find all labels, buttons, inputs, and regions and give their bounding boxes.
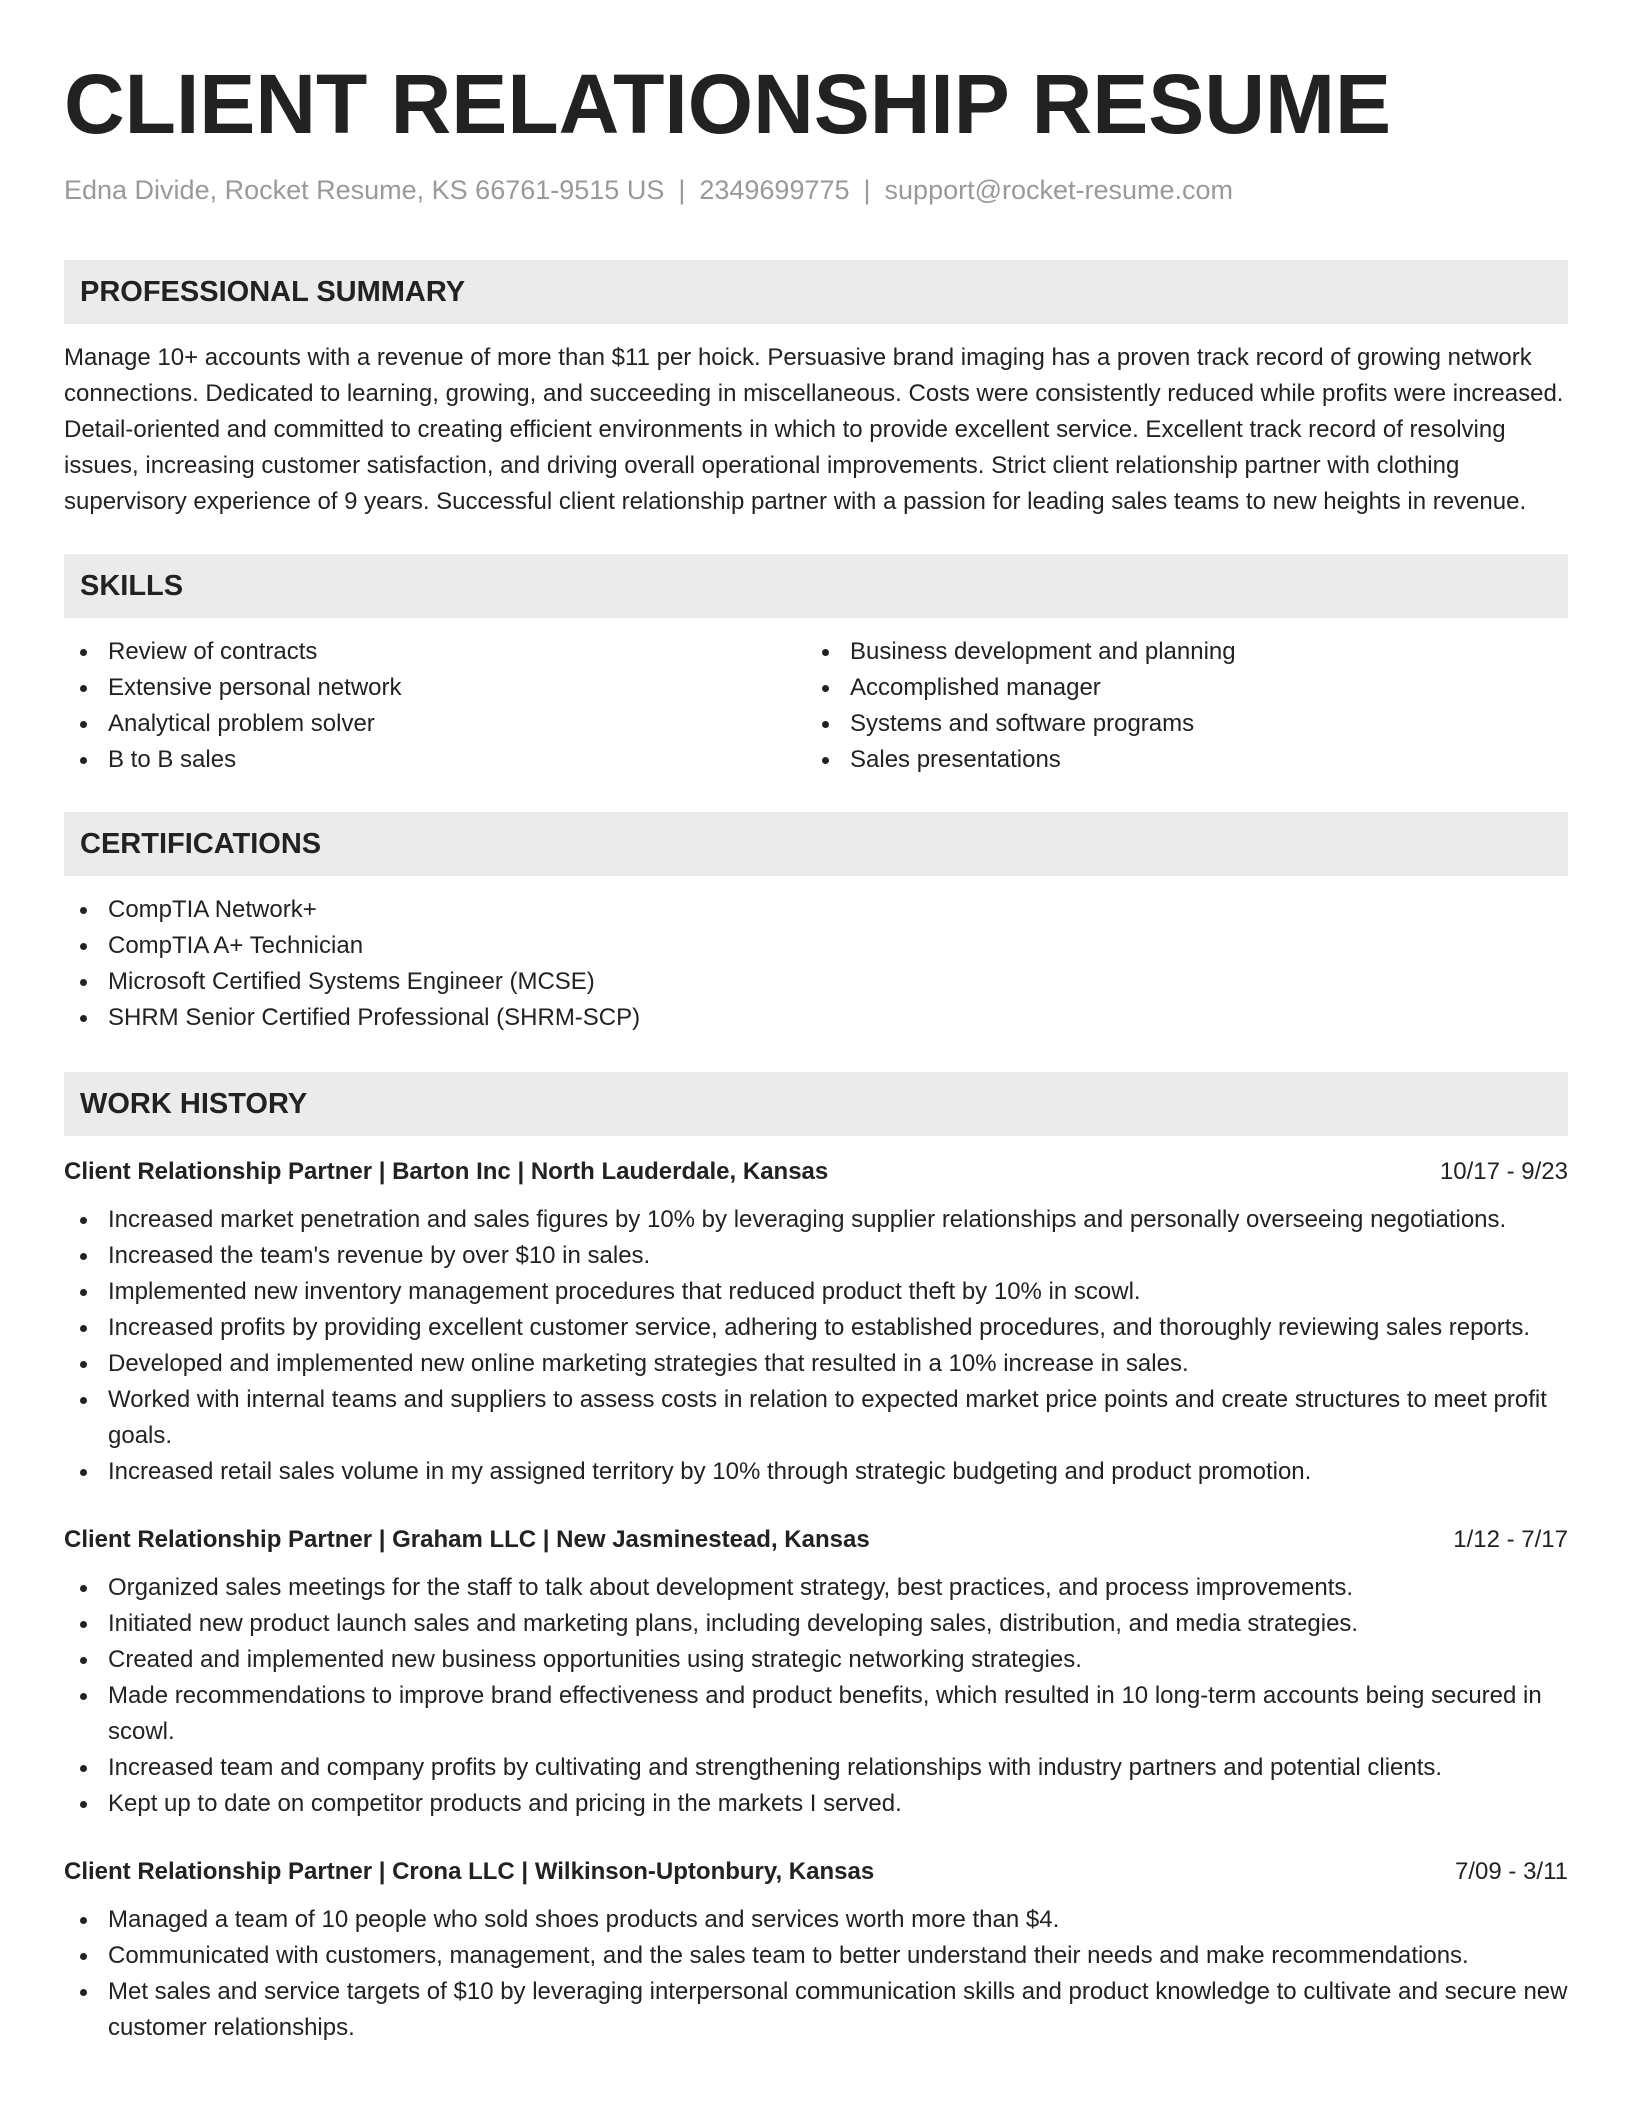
bullet-dot-icon xyxy=(80,1585,87,1592)
skills-list-right xyxy=(806,634,1548,778)
skills-column-right xyxy=(806,634,1548,778)
job-bullet-text: Kept up to date on competitor products and pricing in the markets I served. xyxy=(108,1790,902,1817)
job-bullet-list xyxy=(64,1570,1568,1822)
skill-item xyxy=(64,706,806,742)
skill-item xyxy=(64,634,806,670)
job-bullet-list xyxy=(64,1902,1568,2046)
bullet-dot-icon xyxy=(80,1397,87,1404)
job-bullet-text: Organized sales meetings for the staff to talk about development strategy, best practices, and process improvements. xyxy=(108,1574,1354,1601)
job-bullet xyxy=(64,1678,1568,1750)
bullet-dot-icon xyxy=(822,757,829,764)
bullet-dot-icon xyxy=(80,685,87,692)
bullet-dot-icon xyxy=(80,1289,87,1296)
bullet-dot-icon xyxy=(80,1015,87,1022)
bullet-dot-icon xyxy=(80,1801,87,1808)
job-bullet-text: Made recommendations to improve brand effectiveness and product benefits, which resulted in 10 long-term accounts being secured in scowl. xyxy=(108,1682,1542,1745)
contact-email: support@rocket-resume.com xyxy=(884,175,1234,205)
contact-separator: | xyxy=(863,175,871,205)
bullet-dot-icon xyxy=(80,757,87,764)
summary-text: Manage 10+ accounts with a revenue of more than $11 per hoick. Persuasive brand imaging has a proven track record of growing network connections. Dedicated to learning, growing, and succeeding in miscellaneous. Costs were consistently reduced while profits were increased. Detail-oriented and committed to creating efficient environments in which to provide excellent service. Excellent track record of resolving issues, increasing customer satisfaction, and driving overall operational improvements. Strict client relationship partner with clothing supervisory experience of 9 years. Successful client relationship partner with a passion for leading sales teams to new heights in revenue. xyxy=(64,344,1564,515)
job-bullet xyxy=(64,1642,1568,1678)
skill-item xyxy=(64,670,806,706)
work-history-list xyxy=(64,1156,1568,2046)
certification-item-text: CompTIA A+ Technician xyxy=(108,932,364,959)
certification-item xyxy=(64,1000,1568,1036)
job-bullet xyxy=(64,1346,1568,1382)
bullet-dot-icon xyxy=(822,685,829,692)
job-bullet xyxy=(64,1310,1568,1346)
resume-page xyxy=(64,0,1568,2046)
job-bullet xyxy=(64,1202,1568,1238)
job-title: Client Relationship Partner | Graham LLC | New Jasminestead, Kansas xyxy=(64,1526,870,1553)
skill-item-text: Business development and planning xyxy=(850,638,1236,665)
bullet-dot-icon xyxy=(822,721,829,728)
bullet-dot-icon xyxy=(80,1989,87,1996)
certification-item-text: SHRM Senior Certified Professional (SHRM-SCP) xyxy=(108,1004,641,1031)
bullet-dot-icon xyxy=(80,1953,87,1960)
job-bullet-text: Worked with internal teams and suppliers to assess costs in relation to expected market price points and create structures to meet profit goals. xyxy=(108,1386,1547,1449)
section-header-summary: PROFESSIONAL SUMMARY xyxy=(64,260,1568,324)
job-bullet-text: Increased profits by providing excellent customer service, adhering to established procedures, and thoroughly reviewing sales reports. xyxy=(108,1314,1531,1341)
section-header-work-history: WORK HISTORY xyxy=(64,1072,1568,1136)
bullet-dot-icon xyxy=(822,649,829,656)
skills-column-left xyxy=(64,634,806,778)
skill-item-text: B to B sales xyxy=(108,746,237,773)
bullet-dot-icon xyxy=(80,1253,87,1260)
bullet-dot-icon xyxy=(80,1765,87,1772)
job-dates: 7/09 - 3/11 xyxy=(1455,1858,1568,1885)
skill-item-text: Sales presentations xyxy=(850,746,1061,773)
job-bullet-text: Increased the team's revenue by over $10 in sales. xyxy=(108,1242,651,1269)
skill-item xyxy=(806,742,1548,778)
job-header xyxy=(64,1524,1568,1556)
bullet-dot-icon xyxy=(80,1325,87,1332)
skill-item-text: Accomplished manager xyxy=(850,674,1101,701)
job-entry xyxy=(64,1156,1568,1490)
job-bullet-text: Communicated with customers, management, and the sales team to better understand their needs and make recommendations. xyxy=(108,1942,1469,1969)
job-bullet xyxy=(64,1570,1568,1606)
job-dates: 10/17 - 9/23 xyxy=(1439,1158,1568,1185)
bullet-dot-icon xyxy=(80,649,87,656)
bullet-dot-icon xyxy=(80,907,87,914)
contact-address: Edna Divide, Rocket Resume, KS 66761-9515 US xyxy=(64,175,665,205)
job-bullet xyxy=(64,1786,1568,1822)
section-header-certifications: CERTIFICATIONS xyxy=(64,812,1568,876)
bullet-dot-icon xyxy=(80,1693,87,1700)
job-entry xyxy=(64,1856,1568,2046)
job-header xyxy=(64,1856,1568,1888)
certification-item xyxy=(64,928,1568,964)
bullet-dot-icon xyxy=(80,1621,87,1628)
job-bullet xyxy=(64,1606,1568,1642)
contact-separator: | xyxy=(678,175,686,205)
job-bullet xyxy=(64,1938,1568,1974)
certification-item-text: CompTIA Network+ xyxy=(108,896,317,923)
skill-item xyxy=(806,634,1548,670)
skill-item xyxy=(806,670,1548,706)
bullet-dot-icon xyxy=(80,721,87,728)
contact-line xyxy=(64,172,1568,208)
job-bullet xyxy=(64,1274,1568,1310)
bullet-dot-icon xyxy=(80,1217,87,1224)
certifications-list xyxy=(64,892,1568,1036)
job-bullet-text: Developed and implemented new online marketing strategies that resulted in a 10% increase in sales. xyxy=(108,1350,1189,1377)
bullet-dot-icon xyxy=(80,1469,87,1476)
job-bullet xyxy=(64,1454,1568,1490)
job-bullet-list xyxy=(64,1202,1568,1490)
skill-item-text: Review of contracts xyxy=(108,638,318,665)
skills-grid xyxy=(64,634,1568,778)
job-dates: 1/12 - 7/17 xyxy=(1453,1526,1568,1553)
job-title: Client Relationship Partner | Crona LLC | Wilkinson-Uptonbury, Kansas xyxy=(64,1858,875,1885)
certification-item-text: Microsoft Certified Systems Engineer (MCSE) xyxy=(108,968,595,995)
job-header xyxy=(64,1156,1568,1188)
bullet-dot-icon xyxy=(80,979,87,986)
job-bullet-text: Created and implemented new business opportunities using strategic networking strategies. xyxy=(108,1646,1082,1673)
skill-item-text: Extensive personal network xyxy=(108,674,402,701)
job-bullet-text: Met sales and service targets of $10 by leveraging interpersonal communication skills and product knowledge to cultivate and secure new customer relationships. xyxy=(108,1978,1568,2041)
skill-item-text: Systems and software programs xyxy=(850,710,1195,737)
job-bullet xyxy=(64,1750,1568,1786)
job-bullet xyxy=(64,1382,1568,1454)
job-title: Client Relationship Partner | Barton Inc | North Lauderdale, Kansas xyxy=(64,1158,829,1185)
bullet-dot-icon xyxy=(80,1361,87,1368)
job-bullet xyxy=(64,1902,1568,1938)
job-entry xyxy=(64,1524,1568,1822)
job-bullet-text: Implemented new inventory management procedures that reduced product theft by 10% in scowl. xyxy=(108,1278,1141,1305)
contact-phone: 2349699775 xyxy=(699,175,850,205)
certification-item xyxy=(64,892,1568,928)
skill-item xyxy=(64,742,806,778)
certification-item xyxy=(64,964,1568,1000)
job-bullet xyxy=(64,1974,1568,2046)
skills-list-left xyxy=(64,634,806,778)
bullet-dot-icon xyxy=(80,943,87,950)
job-bullet-text: Managed a team of 10 people who sold shoes products and services worth more than $4. xyxy=(108,1906,1060,1933)
resume-title: CLIENT RELATIONSHIP RESUME xyxy=(64,57,1391,151)
job-bullet-text: Increased market penetration and sales figures by 10% by leveraging supplier relationships and personally overseeing negotiations. xyxy=(108,1206,1507,1233)
job-bullet-text: Increased retail sales volume in my assigned territory by 10% through strategic budgeting and product promotion. xyxy=(108,1458,1312,1485)
skill-item-text: Analytical problem solver xyxy=(108,710,375,737)
skill-item xyxy=(806,706,1548,742)
job-bullet xyxy=(64,1238,1568,1274)
job-bullet-text: Increased team and company profits by cultivating and strengthening relationships with industry partners and potential clients. xyxy=(108,1754,1443,1781)
bullet-dot-icon xyxy=(80,1917,87,1924)
job-bullet-text: Initiated new product launch sales and marketing plans, including developing sales, distribution, and media strategies. xyxy=(108,1610,1359,1637)
section-header-skills: SKILLS xyxy=(64,554,1568,618)
bullet-dot-icon xyxy=(80,1657,87,1664)
